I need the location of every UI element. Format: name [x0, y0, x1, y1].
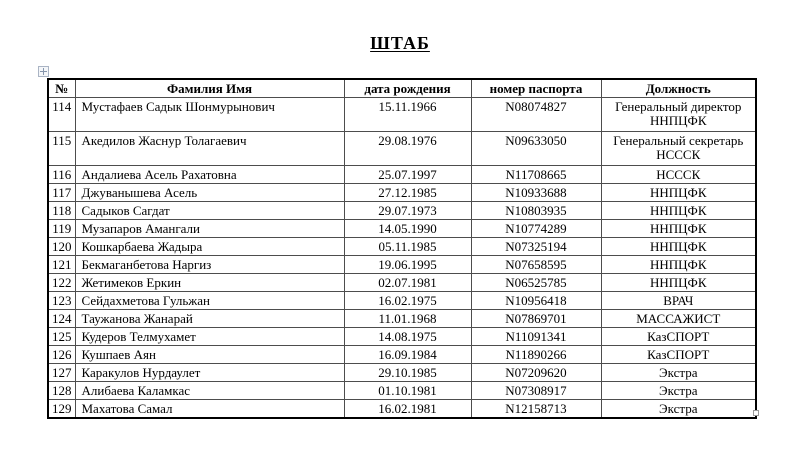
cell-name: Каракулов Нурдаулет	[75, 364, 344, 382]
cell-passport: N10774289	[471, 220, 601, 238]
table-row	[48, 184, 756, 202]
table-row	[48, 346, 756, 364]
cell-dob: 14.08.1975	[344, 328, 471, 346]
cell-dob: 02.07.1981	[344, 274, 471, 292]
cell-name: Сейдахметова Гульжан	[75, 292, 344, 310]
cell-position: НСССК	[601, 166, 756, 184]
cell-num: 114	[48, 98, 75, 132]
table-body	[48, 98, 756, 419]
cell-position: ННПЦФК	[601, 274, 756, 292]
cell-passport: N11091341	[471, 328, 601, 346]
cell-dob: 25.07.1997	[344, 166, 471, 184]
cell-passport: N12158713	[471, 400, 601, 419]
cell-name: Кудеров Телмухамет	[75, 328, 344, 346]
staff-table	[47, 78, 757, 419]
cell-num: 122	[48, 274, 75, 292]
cell-name: Махатова Самал	[75, 400, 344, 419]
cell-passport: N10803935	[471, 202, 601, 220]
table-row	[48, 256, 756, 274]
cell-dob: 16.02.1981	[344, 400, 471, 419]
cell-passport: N07209620	[471, 364, 601, 382]
cell-passport: N07658595	[471, 256, 601, 274]
cell-position: Экстра	[601, 382, 756, 400]
cell-num: 120	[48, 238, 75, 256]
table-row	[48, 220, 756, 238]
cell-num: 117	[48, 184, 75, 202]
cell-name: Кушпаев Аян	[75, 346, 344, 364]
cell-name: Жетимеков Еркин	[75, 274, 344, 292]
cell-position: КазСПОРТ	[601, 328, 756, 346]
cell-position: ВРАЧ	[601, 292, 756, 310]
cell-position: Генеральный директор ННПЦФК	[601, 98, 756, 132]
cell-dob: 29.07.1973	[344, 202, 471, 220]
cell-position: ННПЦФК	[601, 202, 756, 220]
column-header-num: №	[48, 79, 75, 98]
cell-dob: 14.05.1990	[344, 220, 471, 238]
cell-name: Акедилов Жаснур Толагаевич	[75, 132, 344, 166]
cell-num: 126	[48, 346, 75, 364]
cell-num: 116	[48, 166, 75, 184]
table-row	[48, 328, 756, 346]
table-row	[48, 274, 756, 292]
cell-position: ННПЦФК	[601, 256, 756, 274]
cell-position: КазСПОРТ	[601, 346, 756, 364]
cell-passport: N11890266	[471, 346, 601, 364]
table-move-handle-icon[interactable]	[38, 66, 49, 77]
cell-name: Джуванышева Асель	[75, 184, 344, 202]
cell-num: 121	[48, 256, 75, 274]
cell-dob: 19.06.1995	[344, 256, 471, 274]
cell-dob: 01.10.1981	[344, 382, 471, 400]
cell-dob: 05.11.1985	[344, 238, 471, 256]
cell-name: Садыков Сагдат	[75, 202, 344, 220]
table-row	[48, 238, 756, 256]
document-title: ШТАБ	[370, 33, 430, 53]
cell-position: Экстра	[601, 400, 756, 419]
table-row	[48, 382, 756, 400]
table-resize-handle[interactable]	[753, 410, 759, 416]
column-header-position: Должность	[601, 79, 756, 98]
cell-num: 129	[48, 400, 75, 419]
cell-num: 124	[48, 310, 75, 328]
cell-num: 128	[48, 382, 75, 400]
cell-dob: 15.11.1966	[344, 98, 471, 132]
cell-passport: N08074827	[471, 98, 601, 132]
cell-dob: 16.09.1984	[344, 346, 471, 364]
cell-name: Кошкарбаева Жадыра	[75, 238, 344, 256]
cell-dob: 16.02.1975	[344, 292, 471, 310]
cell-num: 119	[48, 220, 75, 238]
cell-name: Алибаева Каламкас	[75, 382, 344, 400]
cell-passport: N06525785	[471, 274, 601, 292]
cell-dob: 11.01.1968	[344, 310, 471, 328]
cell-name: Таужанова Жанарай	[75, 310, 344, 328]
cell-dob: 27.12.1985	[344, 184, 471, 202]
cell-passport: N07869701	[471, 310, 601, 328]
cell-position: ННПЦФК	[601, 238, 756, 256]
cell-position: ННПЦФК	[601, 220, 756, 238]
cell-num: 125	[48, 328, 75, 346]
cell-passport: N10956418	[471, 292, 601, 310]
cell-num: 118	[48, 202, 75, 220]
cell-num: 127	[48, 364, 75, 382]
table-row	[48, 132, 756, 166]
cell-dob: 29.10.1985	[344, 364, 471, 382]
column-header-passport: номер паспорта	[471, 79, 601, 98]
cell-position: ННПЦФК	[601, 184, 756, 202]
table-row	[48, 364, 756, 382]
cell-position: МАССАЖИСТ	[601, 310, 756, 328]
cell-name: Мустафаев Садык Шонмурынович	[75, 98, 344, 132]
cell-passport: N07308917	[471, 382, 601, 400]
cell-num: 123	[48, 292, 75, 310]
cell-num: 115	[48, 132, 75, 166]
cell-passport: N11708665	[471, 166, 601, 184]
column-header-name: Фамилия Имя	[75, 79, 344, 98]
cell-name: Андалиева Асель Рахатовна	[75, 166, 344, 184]
cell-position: Генеральный секретарь НСССК	[601, 132, 756, 166]
table-header-row	[48, 79, 756, 98]
cell-name: Музапаров Амангали	[75, 220, 344, 238]
table-row	[48, 166, 756, 184]
table-row	[48, 202, 756, 220]
column-header-dob: дата рождения	[344, 79, 471, 98]
table-row	[48, 400, 756, 419]
cell-passport: N09633050	[471, 132, 601, 166]
table-row	[48, 310, 756, 328]
cell-dob: 29.08.1976	[344, 132, 471, 166]
cell-position: Экстра	[601, 364, 756, 382]
cell-name: Бекмаганбетова Наргиз	[75, 256, 344, 274]
cell-passport: N10933688	[471, 184, 601, 202]
table-row	[48, 98, 756, 132]
table-row	[48, 292, 756, 310]
cell-passport: N07325194	[471, 238, 601, 256]
